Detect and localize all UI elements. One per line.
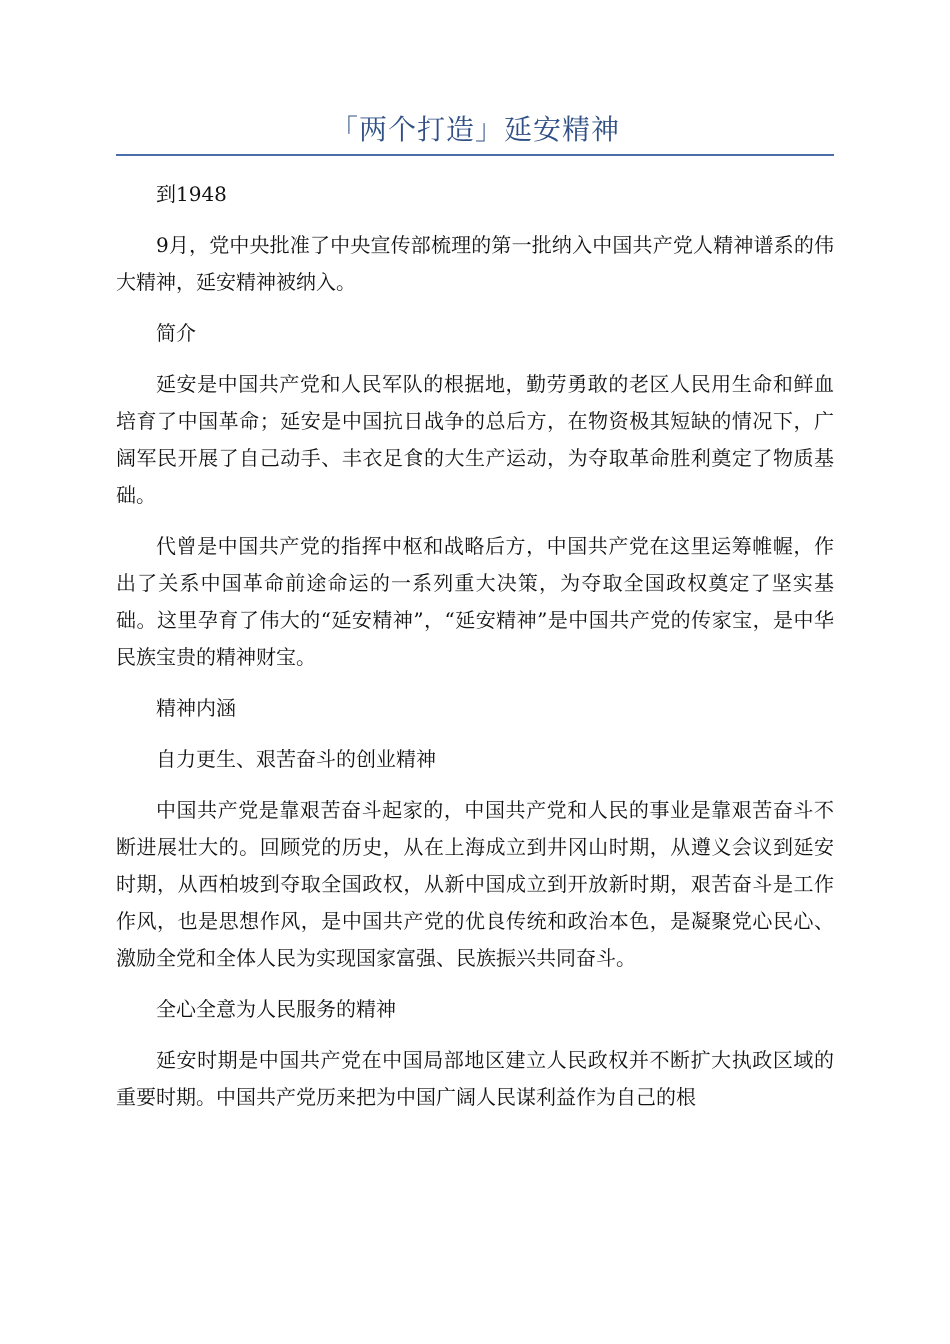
heading-spirit-connotation: 精神内涵 bbox=[156, 696, 236, 720]
subheading-serve-the-people: 全心全意为人民服务的精神 bbox=[156, 997, 396, 1021]
document-body bbox=[116, 176, 834, 1130]
paragraph-command-center: 代曾是中国共产党的指挥中枢和战略后方，中国共产党在这里运筹帷幄，作出了关系中国革命前途命运的一系列重大决策，为夺取全国政权奠定了坚实基础。这里孕育了伟大的“延安精神”，“延安精神”是中国共产党的传家宝，是中华民族宝贵的精神财宝。 bbox=[116, 534, 834, 669]
heading-introduction: 简介 bbox=[156, 321, 196, 345]
paragraph-yanan-period: 延安时期是中国共产党在中国局部地区建立人民政权并不断扩大执政区域的重要时期。中国共产党历来把为中国广阔人民谋利益作为自己的根 bbox=[116, 1048, 834, 1109]
subheading-self-reliance: 自力更生、艰苦奋斗的创业精神 bbox=[156, 747, 436, 771]
paragraph-hard-struggle: 中国共产党是靠艰苦奋斗起家的，中国共产党和人民的事业是靠艰苦奋斗不断进展壮大的。回顾党的历史，从在上海成立到井冈山时期，从遵义会议到延安时期，从西柏坡到夺取全国政权，从新中国成立到开放新时期，艰苦奋斗是工作作风，也是思想作风，是中国共产党的优良传统和政治本色，是凝聚党心民心、激励全党和全体人民为实现国家富强、民族振兴共同奋斗。 bbox=[116, 798, 834, 970]
title-divider bbox=[116, 154, 834, 156]
paragraph-base-area: 延安是中国共产党和人民军队的根据地，勤劳勇敢的老区人民用生命和鲜血培育了中国革命；延安是中国抗日战争的总后方，在物资极其短缺的情况下，广阔军民开展了自己动手、丰衣足食的大生产运动，为夺取革命胜利奠定了物质基础。 bbox=[116, 372, 834, 507]
document-title: 「两个打造」延安精神 bbox=[329, 113, 620, 146]
paragraph-year: 到1948 bbox=[156, 182, 227, 206]
paragraph-approval: 9月，党中央批准了中央宣传部梳理的第一批纳入中国共产党人精神谱系的伟大精神，延安精神被纳入。 bbox=[116, 233, 834, 294]
